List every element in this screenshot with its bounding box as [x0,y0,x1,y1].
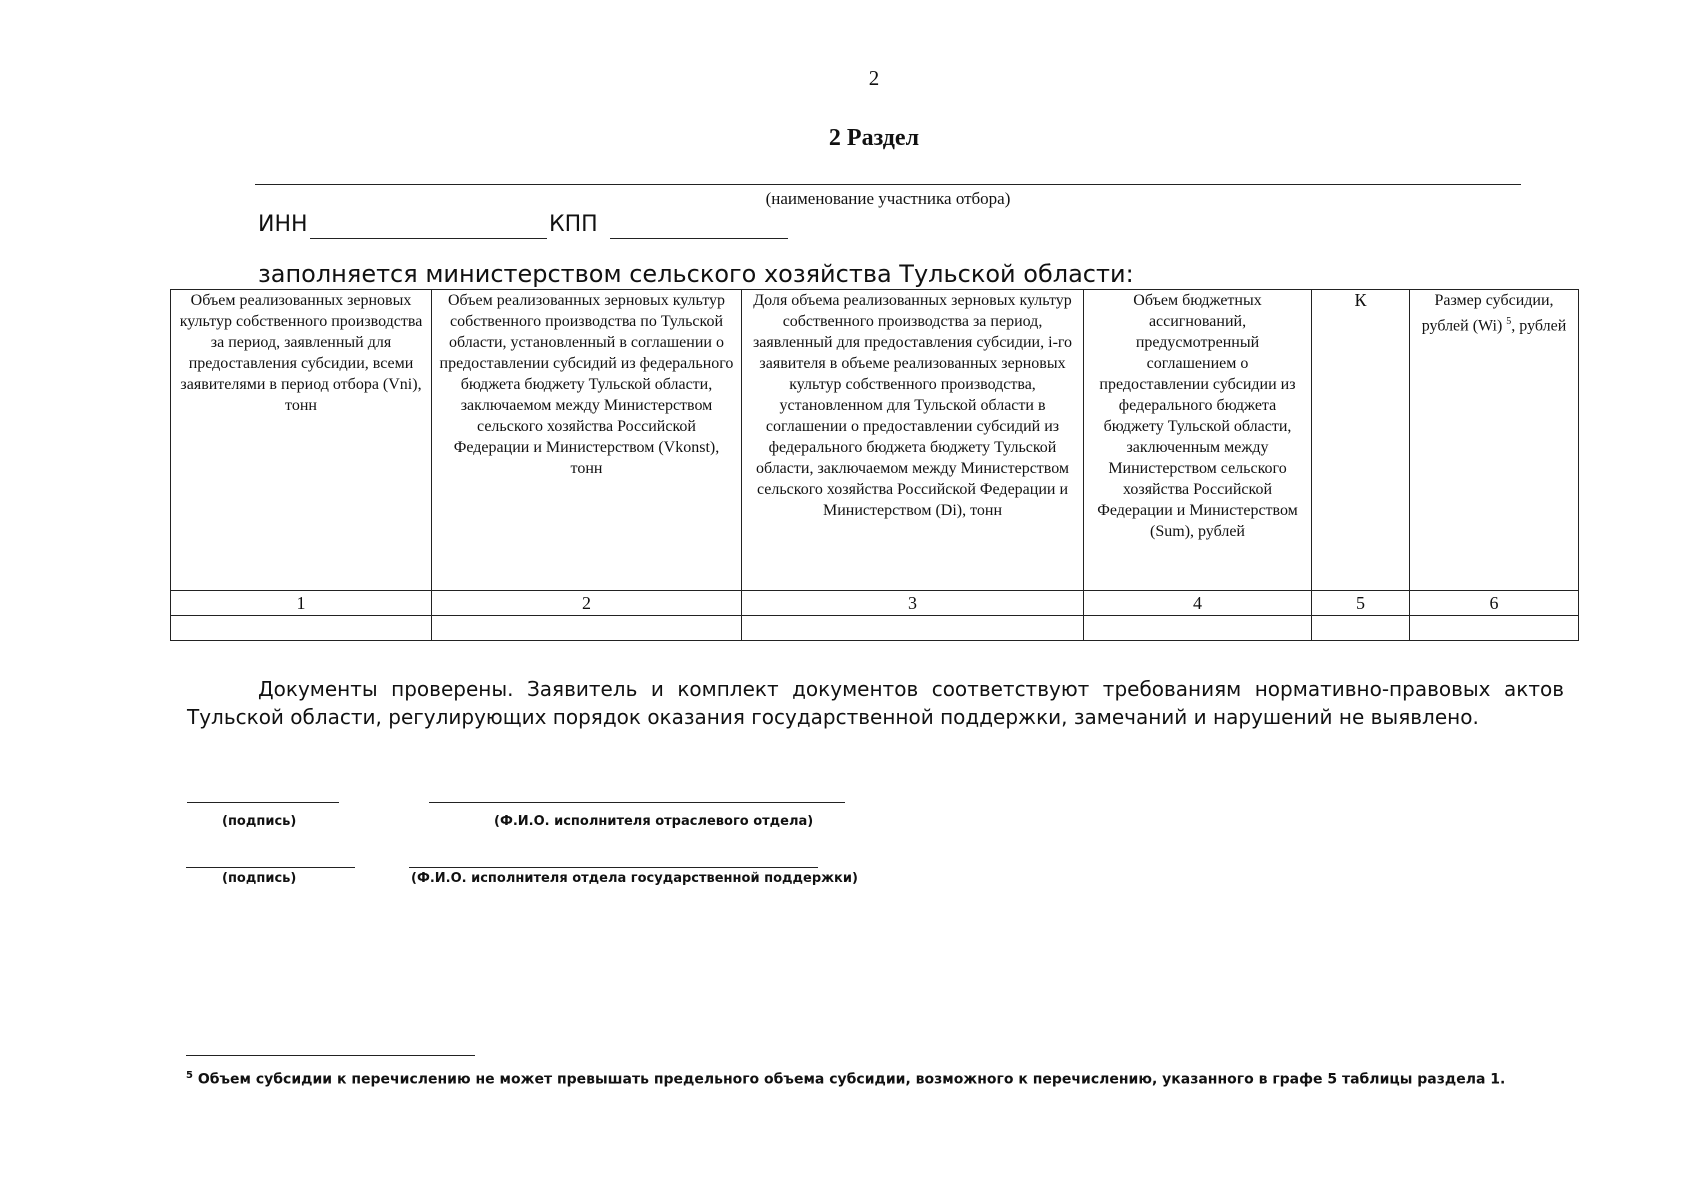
header-cell-di: Доля объема реализованных зерновых культур собственного производства за период, заявленный для предоставления субсидии, i-го заявителя в объеме реализованных зерновых культур собственного производства, установленном для Тульской области в соглашении о предоставлении субсидий из федерального бюджета бюджету Тульской области, заключаемом между Министерством сельского хозяйства Российской Федерации и Министерством (Di), тонн [742,290,1084,591]
footnote-separator [186,1055,475,1056]
column-number: 6 [1410,591,1579,616]
column-number: 1 [171,591,432,616]
kpp-label: КПП [549,212,598,237]
signature-line [186,867,355,868]
page-number: 2 [868,66,880,90]
data-cell [1410,616,1579,641]
header-cell-sum: Объем бюджетных ассигнований, предусмотренный соглашением о предоставлении субсидии из федерального бюджета бюджету Тульской области, заключенным между Министерством сельского хозяйства Российской Федерации и Министерством (Sum), рублей [1084,290,1312,591]
kpp-field-line [610,238,788,239]
header-cell-k: К [1312,290,1410,591]
signature-line [187,802,339,803]
header-wi-tail: , рублей [1511,317,1567,335]
table-number-row [171,591,1579,616]
signature-caption: (подпись) [222,814,297,829]
data-cell [1084,616,1312,641]
data-cell [1312,616,1410,641]
column-number: 3 [742,591,1084,616]
footnote-mark: 5 [186,1070,193,1081]
name-line [429,802,845,803]
inn-field-line [310,238,547,239]
name-line [409,867,818,868]
signature-caption: (подпись) [222,871,297,886]
column-number: 4 [1084,591,1312,616]
data-cell [742,616,1084,641]
inn-label: ИНН [258,212,308,237]
subsidy-table [170,289,1579,641]
name-caption: (Ф.И.О. исполнителя отраслевого отдела) [494,814,814,829]
participant-caption: (наименование участника отбора) [765,189,1011,208]
data-cell [432,616,742,641]
header-wi-text: Размер субсидии, рублей (Wi) [1421,292,1554,335]
header-cell-wi [1410,290,1579,591]
section-title: 2 Раздел [828,125,920,151]
table-data-row [171,616,1579,641]
fill-note: заполняется министерством сельского хозяйства Тульской области: [258,260,1134,288]
data-cell [171,616,432,641]
name-caption: (Ф.И.О. исполнителя отдела государственной поддержки) [411,871,858,886]
header-cell-vkonst: Объем реализованных зерновых культур собственного производства по Тульской области, установленный в соглашении о предоставлении субсидий из федерального бюджета бюджету Тульской области, заключаемом между Министерством сельского хозяйства Российской Федерации и Министерством (Vkonst), тонн [432,290,742,591]
table-header-row [171,290,1579,591]
column-number: 2 [432,591,742,616]
participant-name-line [255,184,1521,185]
header-cell-vni: Объем реализованных зерновых культур собственного производства за период, заявленный для предоставления субсидии, всеми заявителями в период отбора (Vni), тонн [171,290,432,591]
footnote-ref: 5 [1506,316,1512,327]
verification-text: Документы проверены. Заявитель и комплект документов соответствуют требованиям нормативно-правовых актов Тульской области, регулирующих порядок оказания государственной поддержки, замечаний и нарушений не выявлено. [187,677,1564,729]
footnote-text: Объем субсидии к перечислению не может превышать предельного объема субсидии, возможного к перечислению, указанного в графе 5 таблицы раздела 1. [192,1071,1506,1088]
footnote [186,1070,1505,1088]
column-number: 5 [1312,591,1410,616]
